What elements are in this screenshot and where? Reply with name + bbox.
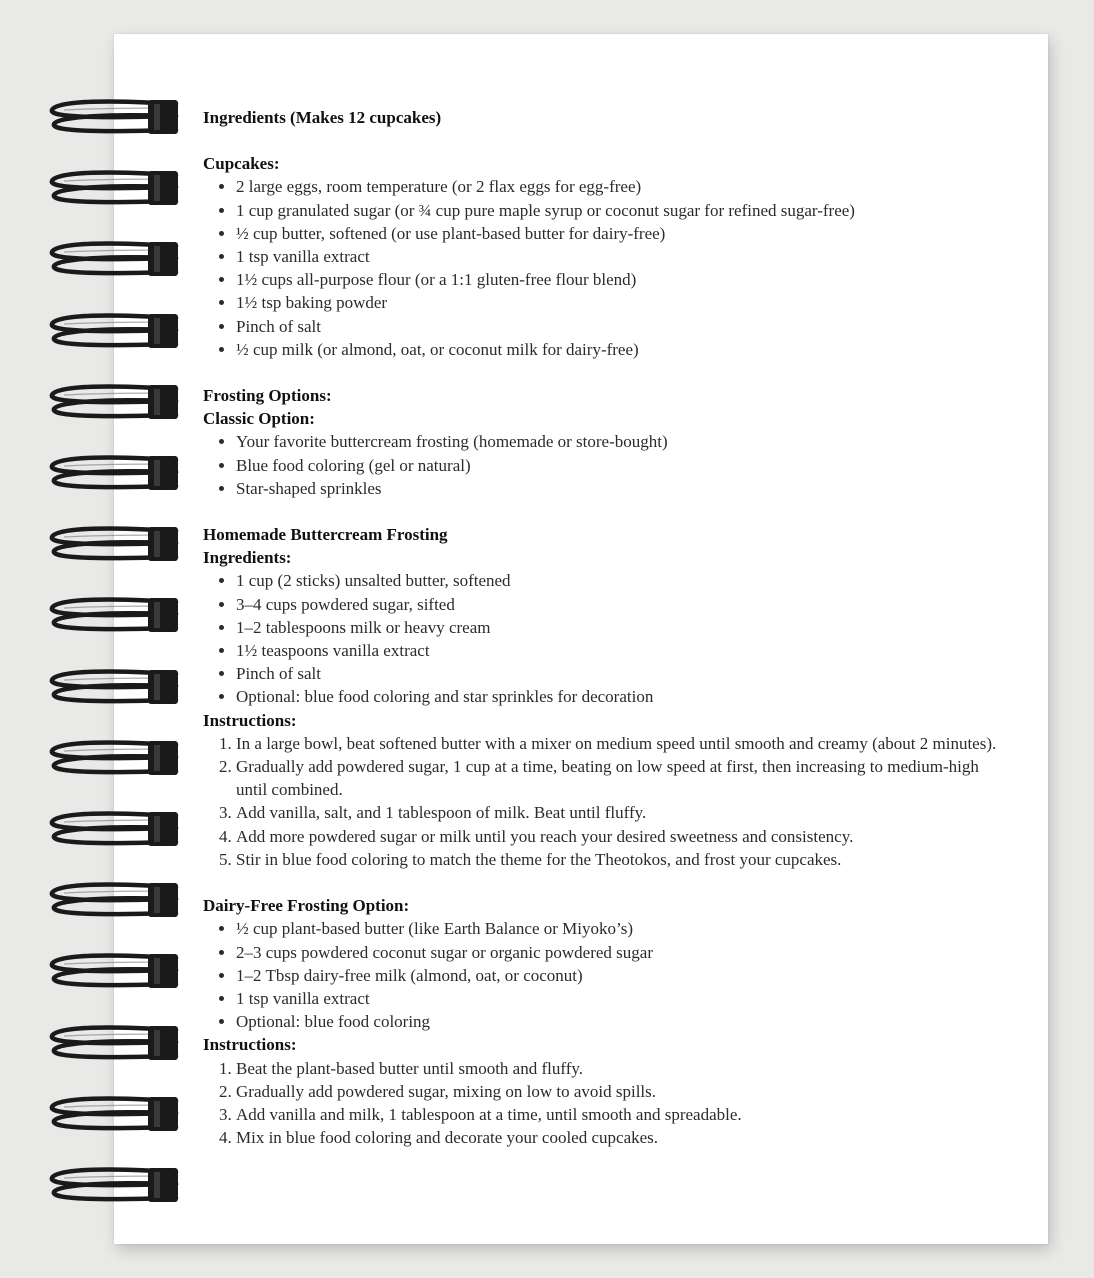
spiral-coil bbox=[44, 452, 182, 496]
classic-option-heading: Classic Option: bbox=[203, 409, 315, 429]
spiral-coil bbox=[44, 1093, 182, 1137]
list-item: • 1 tsp vanilla extract bbox=[236, 245, 1003, 268]
instruction-step: 5. Stir in blue food coloring to match the theme for the Theotokos, and frost your cupcakes. bbox=[236, 848, 1003, 871]
list-item: • Optional: blue food coloring bbox=[236, 1010, 1003, 1033]
spiral-coil bbox=[44, 167, 182, 211]
homemade-ingredients-heading: Ingredients: bbox=[203, 548, 292, 568]
recipe-content bbox=[203, 106, 1003, 1149]
instruction-step: 1. In a large bowl, beat softened butter with a mixer on medium speed until smooth and creamy (about 2 minutes). bbox=[236, 732, 1003, 755]
list-item: • 1–2 tablespoons milk or heavy cream bbox=[236, 616, 1003, 639]
spiral-binding bbox=[0, 0, 200, 1278]
spiral-coil bbox=[44, 950, 182, 994]
spiral-coil bbox=[44, 523, 182, 567]
list-item: • 1 cup (2 sticks) unsalted butter, softened bbox=[236, 569, 1003, 592]
list-item: • 3–4 cups powdered sugar, sifted bbox=[236, 593, 1003, 616]
frosting-options-heading: Frosting Options: bbox=[203, 386, 332, 406]
recipe-title: Ingredients (Makes 12 cupcakes) bbox=[203, 108, 442, 127]
list-item: • 2–3 cups powdered coconut sugar or organic powdered sugar bbox=[236, 941, 1003, 964]
dairy-free-ingredients-list bbox=[203, 917, 1003, 1033]
spiral-coil bbox=[44, 594, 182, 638]
homemade-instructions-heading: Instructions: bbox=[203, 710, 297, 730]
cupcakes-heading: Cupcakes: bbox=[203, 154, 280, 174]
list-item: • Your favorite buttercream frosting (homemade or store-bought) bbox=[236, 430, 1003, 453]
homemade-instructions-list bbox=[203, 732, 1003, 871]
spiral-coil bbox=[44, 381, 182, 425]
list-item: • ½ cup milk (or almond, oat, or coconut milk for dairy-free) bbox=[236, 338, 1003, 361]
spiral-coil bbox=[44, 1022, 182, 1066]
list-item: • Optional: blue food coloring and star sprinkles for decoration bbox=[236, 685, 1003, 708]
list-item: • ½ cup plant-based butter (like Earth Balance or Miyoko’s) bbox=[236, 917, 1003, 940]
spiral-coil bbox=[44, 879, 182, 923]
instruction-step: 2. Gradually add powdered sugar, 1 cup at a time, beating on low speed at first, then increasing to medium-high until combined. bbox=[236, 755, 1003, 801]
spiral-coil bbox=[44, 666, 182, 710]
list-item: • 1 cup granulated sugar (or ¾ cup pure maple syrup or coconut sugar for refined sugar-free) bbox=[236, 199, 1003, 222]
list-item: • Pinch of salt bbox=[236, 315, 1003, 338]
spiral-coil bbox=[44, 310, 182, 354]
instruction-step: 4. Mix in blue food coloring and decorate your cooled cupcakes. bbox=[236, 1126, 1003, 1149]
list-item: • 1–2 Tbsp dairy-free milk (almond, oat, or coconut) bbox=[236, 964, 1003, 987]
spiral-coil bbox=[44, 238, 182, 282]
dairy-free-instructions-heading: Instructions: bbox=[203, 1035, 297, 1055]
homemade-ingredients-list bbox=[203, 569, 1003, 708]
dairy-free-instructions-list bbox=[203, 1057, 1003, 1150]
list-item: • 1½ tsp baking powder bbox=[236, 291, 1003, 314]
spiral-coil bbox=[44, 808, 182, 852]
list-item: • 1½ teaspoons vanilla extract bbox=[236, 639, 1003, 662]
instruction-step: 3. Add vanilla and milk, 1 tablespoon at a time, until smooth and spreadable. bbox=[236, 1103, 1003, 1126]
list-item: • Star-shaped sprinkles bbox=[236, 477, 1003, 500]
list-item: • Blue food coloring (gel or natural) bbox=[236, 454, 1003, 477]
instruction-step: 4. Add more powdered sugar or milk until you reach your desired sweetness and consistency. bbox=[236, 825, 1003, 848]
classic-option-list bbox=[203, 430, 1003, 500]
list-item: • 2 large eggs, room temperature (or 2 flax eggs for egg-free) bbox=[236, 175, 1003, 198]
spiral-coil bbox=[44, 1164, 182, 1208]
list-item: • 1 tsp vanilla extract bbox=[236, 987, 1003, 1010]
instruction-step: 2. Gradually add powdered sugar, mixing on low to avoid spills. bbox=[236, 1080, 1003, 1103]
list-item: • 1½ cups all-purpose flour (or a 1:1 gluten-free flour blend) bbox=[236, 268, 1003, 291]
dairy-free-heading: Dairy-Free Frosting Option: bbox=[203, 896, 410, 916]
spiral-coil bbox=[44, 737, 182, 781]
instruction-step: 3. Add vanilla, salt, and 1 tablespoon of milk. Beat until fluffy. bbox=[236, 801, 1003, 824]
instruction-step: 1. Beat the plant-based butter until smooth and fluffy. bbox=[236, 1057, 1003, 1080]
list-item: • Pinch of salt bbox=[236, 662, 1003, 685]
cupcakes-list bbox=[203, 175, 1003, 361]
spiral-coil bbox=[44, 96, 182, 140]
homemade-buttercream-heading: Homemade Buttercream Frosting bbox=[203, 525, 448, 545]
list-item: • ½ cup butter, softened (or use plant-based butter for dairy-free) bbox=[236, 222, 1003, 245]
